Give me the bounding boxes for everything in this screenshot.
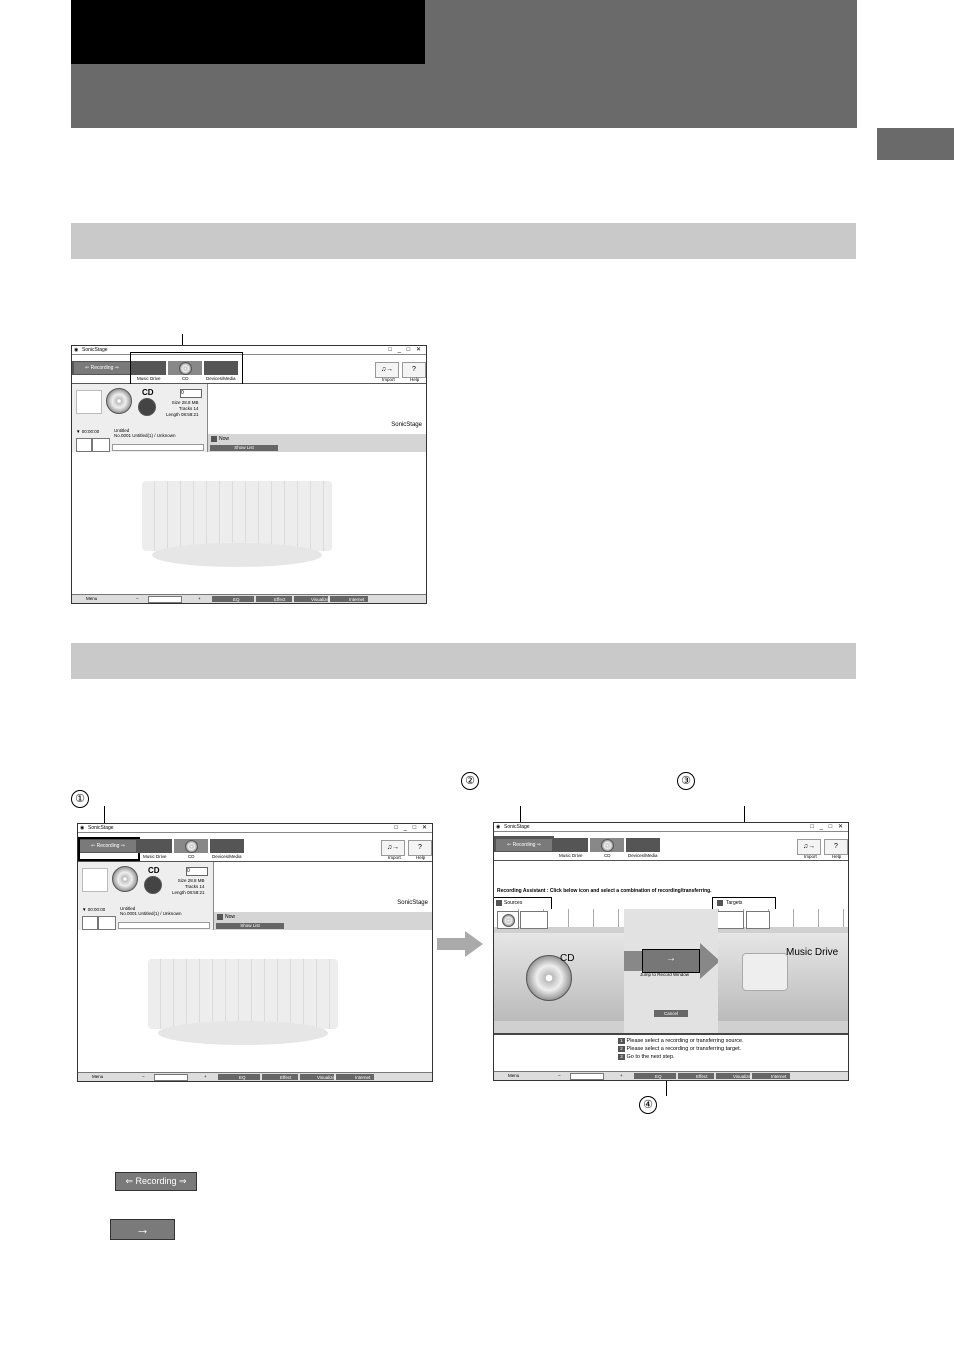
cd-icon[interactable] bbox=[168, 361, 202, 375]
side-index-tab bbox=[877, 128, 954, 160]
recording-label: Recording bbox=[96, 843, 120, 849]
step-list: 1 Please select a recording or transferring source. 2 Please select a recording or transferring target. 3 Go to the next step. bbox=[618, 1037, 744, 1061]
music-drive-label: Music Drive bbox=[143, 854, 167, 859]
player-info: Size 28.8 MB Tracks 14 Length 08:58:21 bbox=[166, 400, 199, 417]
cancel-button[interactable]: Cancel bbox=[654, 1010, 688, 1017]
sonicstage-window-2 bbox=[77, 823, 433, 1082]
assistant-header: Recording Assistant : Click below icon and select a combination of recording/transferring. bbox=[497, 888, 712, 894]
grid-base bbox=[152, 543, 322, 567]
help-label: Help bbox=[832, 854, 842, 859]
devices-media-icon[interactable] bbox=[204, 361, 238, 375]
visualizer-button[interactable]: Visualizer bbox=[716, 1073, 750, 1079]
sonicstage-logo: SonicStage bbox=[397, 900, 428, 906]
recording-button[interactable] bbox=[496, 839, 552, 851]
player-cd-emblem bbox=[144, 876, 162, 894]
track-counter[interactable]: 0 bbox=[180, 389, 202, 398]
recording-highlight-box bbox=[78, 837, 140, 861]
player-cd-label: CD bbox=[142, 388, 154, 397]
section-band-2 bbox=[71, 643, 856, 679]
left-arrow-icon: ⇐ bbox=[91, 843, 97, 849]
player-cd-label: CD bbox=[148, 866, 160, 875]
cd-disc-icon bbox=[106, 388, 132, 414]
seek-bar[interactable] bbox=[118, 922, 210, 929]
left-arrow-icon: ⇐ bbox=[507, 842, 513, 848]
show-list-button[interactable]: Show List bbox=[210, 445, 278, 451]
help-button[interactable]: ? bbox=[402, 362, 426, 378]
effect-button[interactable]: Effect bbox=[678, 1073, 714, 1079]
album-art bbox=[76, 390, 102, 414]
help-label: Help bbox=[416, 855, 426, 860]
status-bar bbox=[72, 594, 426, 603]
untitled-label: Untitled bbox=[120, 906, 136, 911]
source-cd-icon[interactable] bbox=[497, 911, 519, 929]
player-panel bbox=[78, 862, 214, 930]
sonicstage-logo: SonicStage bbox=[391, 422, 422, 428]
volume-slider[interactable] bbox=[148, 596, 182, 603]
sources-label: Sources bbox=[504, 900, 523, 906]
window-title: SonicStage bbox=[88, 825, 114, 831]
menu-button[interactable]: Menu bbox=[92, 1074, 104, 1079]
now-bar bbox=[214, 912, 432, 930]
untitled-label: Untitled bbox=[114, 428, 130, 433]
help-button[interactable]: ? bbox=[408, 840, 432, 856]
internet-button[interactable]: Internet bbox=[336, 1074, 374, 1080]
target-music-drive-graphic bbox=[742, 953, 788, 991]
now-bar bbox=[208, 434, 426, 452]
sonicstage-window-1 bbox=[71, 345, 427, 604]
elapsed-time: ▼ 00:00:00 bbox=[82, 907, 106, 912]
volume-minus[interactable]: – bbox=[142, 1074, 145, 1079]
callout-2: ② bbox=[461, 772, 479, 790]
recording-button[interactable] bbox=[74, 362, 130, 374]
sources-step-icon bbox=[496, 900, 502, 906]
jump-button[interactable]: → bbox=[642, 949, 700, 973]
window-title: SonicStage bbox=[82, 347, 108, 353]
volume-plus[interactable]: + bbox=[620, 1073, 623, 1078]
player-panel bbox=[72, 384, 208, 452]
source-panel bbox=[494, 933, 624, 1021]
track-counter[interactable]: 0 bbox=[186, 867, 208, 876]
help-button[interactable]: ? bbox=[824, 839, 848, 855]
stage-area bbox=[78, 931, 432, 1072]
music-drive-icon[interactable] bbox=[132, 361, 166, 375]
grid-visual bbox=[142, 481, 332, 551]
legend-recording-button: ⇐ Recording ⇒ bbox=[115, 1172, 197, 1191]
play-pause-button[interactable] bbox=[98, 916, 116, 930]
right-arrow-icon: ⇒ bbox=[535, 842, 541, 848]
source-cd-text: CD bbox=[560, 953, 575, 964]
info-pane bbox=[214, 862, 432, 912]
eq-button[interactable]: EQ bbox=[634, 1073, 676, 1079]
cd-icon[interactable] bbox=[174, 839, 208, 853]
eq-button[interactable]: EQ bbox=[212, 596, 254, 602]
window-controls[interactable]: □ _ □ ✕ bbox=[394, 825, 429, 831]
devices-media-icon[interactable] bbox=[626, 838, 660, 852]
cd-label: CD bbox=[604, 853, 611, 858]
volume-plus[interactable]: + bbox=[204, 1074, 207, 1079]
help-label: Help bbox=[410, 377, 420, 382]
elapsed-time: ▼ 00:00:00 bbox=[76, 429, 100, 434]
import-label: Import bbox=[804, 854, 817, 859]
internet-button[interactable]: Internet bbox=[752, 1073, 790, 1079]
devices-media-label: Devices/Media bbox=[212, 854, 242, 859]
callout-3: ③ bbox=[677, 772, 695, 790]
legend-arrow-button: → bbox=[110, 1219, 175, 1240]
cd-label: CD bbox=[182, 376, 189, 381]
status-bar bbox=[78, 1072, 432, 1081]
volume-minus[interactable]: – bbox=[136, 596, 139, 601]
album-art bbox=[82, 868, 108, 892]
volume-plus[interactable]: + bbox=[198, 596, 201, 601]
player-info: Size 28.8 MB Tracks 14 Length 08:58:21 bbox=[172, 878, 205, 895]
track-line: No.0001 Untitled(1) / Unknown bbox=[120, 911, 182, 916]
music-drive-label: Music Drive bbox=[137, 376, 161, 381]
targets-label: Targets bbox=[726, 900, 743, 906]
callout-1: ① bbox=[71, 790, 89, 808]
stop-button[interactable] bbox=[76, 438, 92, 452]
visualizer-button[interactable]: Visualizer bbox=[294, 596, 328, 602]
window-title: SonicStage bbox=[504, 824, 530, 830]
effect-button[interactable]: Effect bbox=[262, 1074, 298, 1080]
section-band-1 bbox=[71, 223, 856, 259]
internet-button[interactable]: Internet bbox=[330, 596, 368, 602]
chapter-title-block bbox=[71, 0, 425, 64]
play-pause-button[interactable] bbox=[92, 438, 110, 452]
left-arrow-icon: ⇐ bbox=[125, 1176, 136, 1186]
recording-label: Recording bbox=[512, 842, 536, 848]
target-panel bbox=[718, 933, 848, 1021]
devices-media-label: Devices/Media bbox=[206, 376, 236, 381]
cd-label: CD bbox=[188, 854, 195, 859]
player-cd-emblem bbox=[138, 398, 156, 416]
recording-label: Recording bbox=[90, 365, 114, 371]
target-music-drive-text: Music Drive bbox=[786, 947, 839, 958]
app-icon: ◉ bbox=[74, 347, 79, 353]
volume-slider[interactable] bbox=[154, 1074, 188, 1081]
app-icon: ◉ bbox=[496, 824, 501, 830]
now-label: Now bbox=[219, 436, 230, 442]
menu-button[interactable]: Menu bbox=[86, 596, 98, 601]
seek-bar[interactable] bbox=[112, 444, 204, 451]
now-label: Now bbox=[225, 914, 236, 920]
stop-button[interactable] bbox=[82, 916, 98, 930]
right-arrow-icon: ⇒ bbox=[176, 1176, 187, 1186]
show-list-button[interactable]: Show List bbox=[216, 923, 284, 929]
window-controls[interactable]: □ _ □ ✕ bbox=[388, 347, 423, 353]
effect-button[interactable]: Effect bbox=[256, 596, 292, 602]
target-devices-icon[interactable] bbox=[746, 911, 770, 929]
targets-step-icon bbox=[717, 900, 723, 906]
grid-base bbox=[158, 1021, 328, 1045]
music-drive-icon[interactable] bbox=[138, 839, 172, 853]
callout-4: ④ bbox=[639, 1096, 657, 1114]
transition-arrow-icon bbox=[437, 931, 483, 957]
music-drive-icon[interactable] bbox=[554, 838, 588, 852]
visualizer-button[interactable]: Visualizer bbox=[300, 1074, 334, 1080]
app-icon: ◉ bbox=[80, 825, 85, 831]
jump-label: Jump to Record Window bbox=[640, 972, 690, 977]
import-button[interactable]: ♫→ bbox=[381, 840, 405, 856]
status-bar bbox=[494, 1071, 848, 1080]
right-arrow-icon: ⇒ bbox=[119, 843, 125, 849]
eq-button[interactable]: EQ bbox=[218, 1074, 260, 1080]
devices-media-label: Devices/Media bbox=[628, 853, 658, 858]
cd-disc-icon bbox=[112, 866, 138, 892]
import-label: Import bbox=[382, 377, 395, 382]
window-controls[interactable]: □ _ □ ✕ bbox=[810, 824, 845, 830]
import-button[interactable]: ♫→ bbox=[375, 362, 399, 378]
stage-area bbox=[72, 453, 426, 594]
menu-button[interactable]: Menu bbox=[508, 1073, 520, 1078]
source-music-drive-icon[interactable] bbox=[520, 911, 548, 929]
target-music-drive-icon[interactable] bbox=[716, 911, 744, 929]
grid-visual bbox=[148, 959, 338, 1029]
import-button[interactable]: ♫→ bbox=[797, 839, 821, 855]
volume-slider[interactable] bbox=[570, 1073, 604, 1080]
recording-assistant-window bbox=[493, 822, 849, 1081]
music-drive-label: Music Drive bbox=[559, 853, 583, 858]
devices-media-icon[interactable] bbox=[210, 839, 244, 853]
now-icon bbox=[211, 436, 217, 442]
info-pane bbox=[208, 384, 426, 434]
left-arrow-icon: ⇐ bbox=[85, 365, 91, 371]
import-label: Import bbox=[388, 855, 401, 860]
volume-minus[interactable]: – bbox=[558, 1073, 561, 1078]
track-line: No.0001 Untitled(1) / Unknown bbox=[114, 433, 176, 438]
title-bar bbox=[72, 346, 426, 355]
cd-icon[interactable] bbox=[590, 838, 624, 852]
now-icon bbox=[217, 914, 223, 920]
right-arrow-icon: ⇒ bbox=[113, 365, 119, 371]
